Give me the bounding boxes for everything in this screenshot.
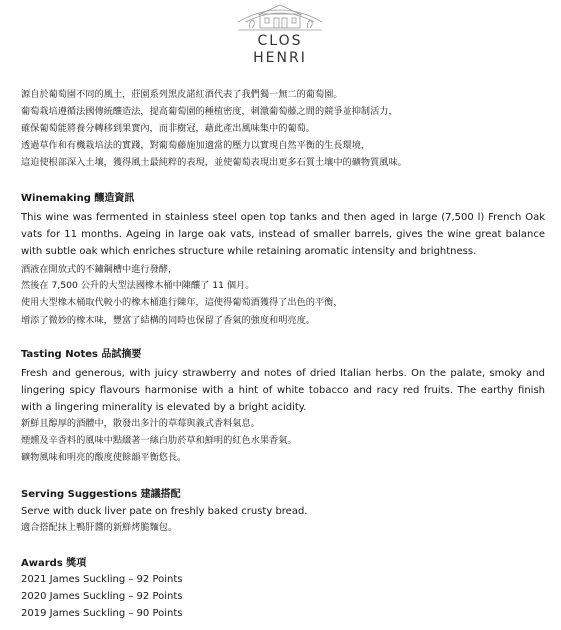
- awards-heading: Awards 獎項: [21, 558, 87, 569]
- tasting-zh-line: 礦物風味和明亮的酸度使餘韻平衡悠長。: [21, 452, 187, 463]
- serving-text-zh: 適合搭配抹上鴨肝醬的新鮮烤脆麵包。: [21, 522, 178, 533]
- logo-line-1: CLOS: [257, 33, 303, 49]
- logo-line-2: HENRI: [253, 50, 307, 66]
- tasting-text-en: Fresh and generous, with juicy strawberry and notes of dried Italian herbs. On the palate, smoky and lingering spicy flavours harmonise with a hint of white tobacco and racy red fruits. The earthy finish with a lingering minerality is elevated by a bright acidity.: [21, 368, 545, 413]
- tasting-heading: Tasting Notes 品試摘要: [21, 349, 142, 360]
- tasting-zh-line: 新鮮且醇厚的酒體中，散發出多汁的草莓與義式香料氣息。: [21, 418, 260, 429]
- winemaking-zh-line: 增添了微妙的橡木味，豐富了結構的同時也保留了香氣的強度和明亮度。: [21, 315, 315, 326]
- clos-henri-logo: [236, 0, 324, 76]
- tasting-zh-line: 煙燻及辛香料的風味中點綴著一絲白肋菸草和鮮明的紅色水果香氣。: [21, 435, 297, 446]
- chateau-house-icon: [236, 0, 324, 34]
- award-item: 2019 James Suckling – 90 Points: [21, 608, 183, 619]
- winemaking-zh-line: 酒液在開放式的不鏽鋼槽中進行發酵，: [21, 264, 178, 275]
- award-item: 2020 James Suckling – 92 Points: [21, 591, 183, 602]
- winemaking-zh-line: 然後在 7,500 公升的大型法國橡木桶中陳釀了 11 個月。: [21, 280, 255, 291]
- intro-line: 透過草作和有機栽培法的實踐，對葡萄藤施加適當的壓力以實現自然平衡的生長環境，: [21, 140, 371, 151]
- intro-line: 這迫使根部深入土壤，獲得風土最純粹的表現，並使葡萄表現出更多石質土壤中的礦物質風味。: [21, 157, 407, 168]
- serving-text-en: Serve with duck liver pate on freshly baked crusty bread.: [21, 506, 308, 517]
- winemaking-text-en: This wine was fermented in stainless steel open top tanks and then aged in large (7,500 l) French Oak vats for 11 months. Ageing in large oak vats, instead of smaller barrels, gives the wine great balance with subtle oak which enriches structure while retaining aromatic intensity and brightness.: [21, 212, 545, 257]
- intro-line: 確保葡萄能將養分轉移到果實內，而非樹冠，藉此產出風味集中的葡萄。: [21, 123, 315, 134]
- winemaking-zh-line: 使用大型橡木桶取代較小的橡木桶進行陳年，這使得葡萄酒獲得了出色的平衡，: [21, 297, 343, 308]
- winemaking-heading: Winemaking 釀造資訊: [21, 193, 135, 204]
- serving-heading: Serving Suggestions 建議搭配: [21, 489, 181, 500]
- intro-line: 葡萄栽培遵循法國傳統釀造法，提高葡萄園的種植密度，刺激葡萄藤之間的競爭並抑制活力，: [21, 106, 398, 117]
- intro-line: 源自於葡萄園不同的風土，莊園系列黑皮諾紅酒代表了我們獨一無二的葡萄園。: [21, 89, 343, 100]
- award-item: 2021 James Suckling – 92 Points: [21, 574, 183, 585]
